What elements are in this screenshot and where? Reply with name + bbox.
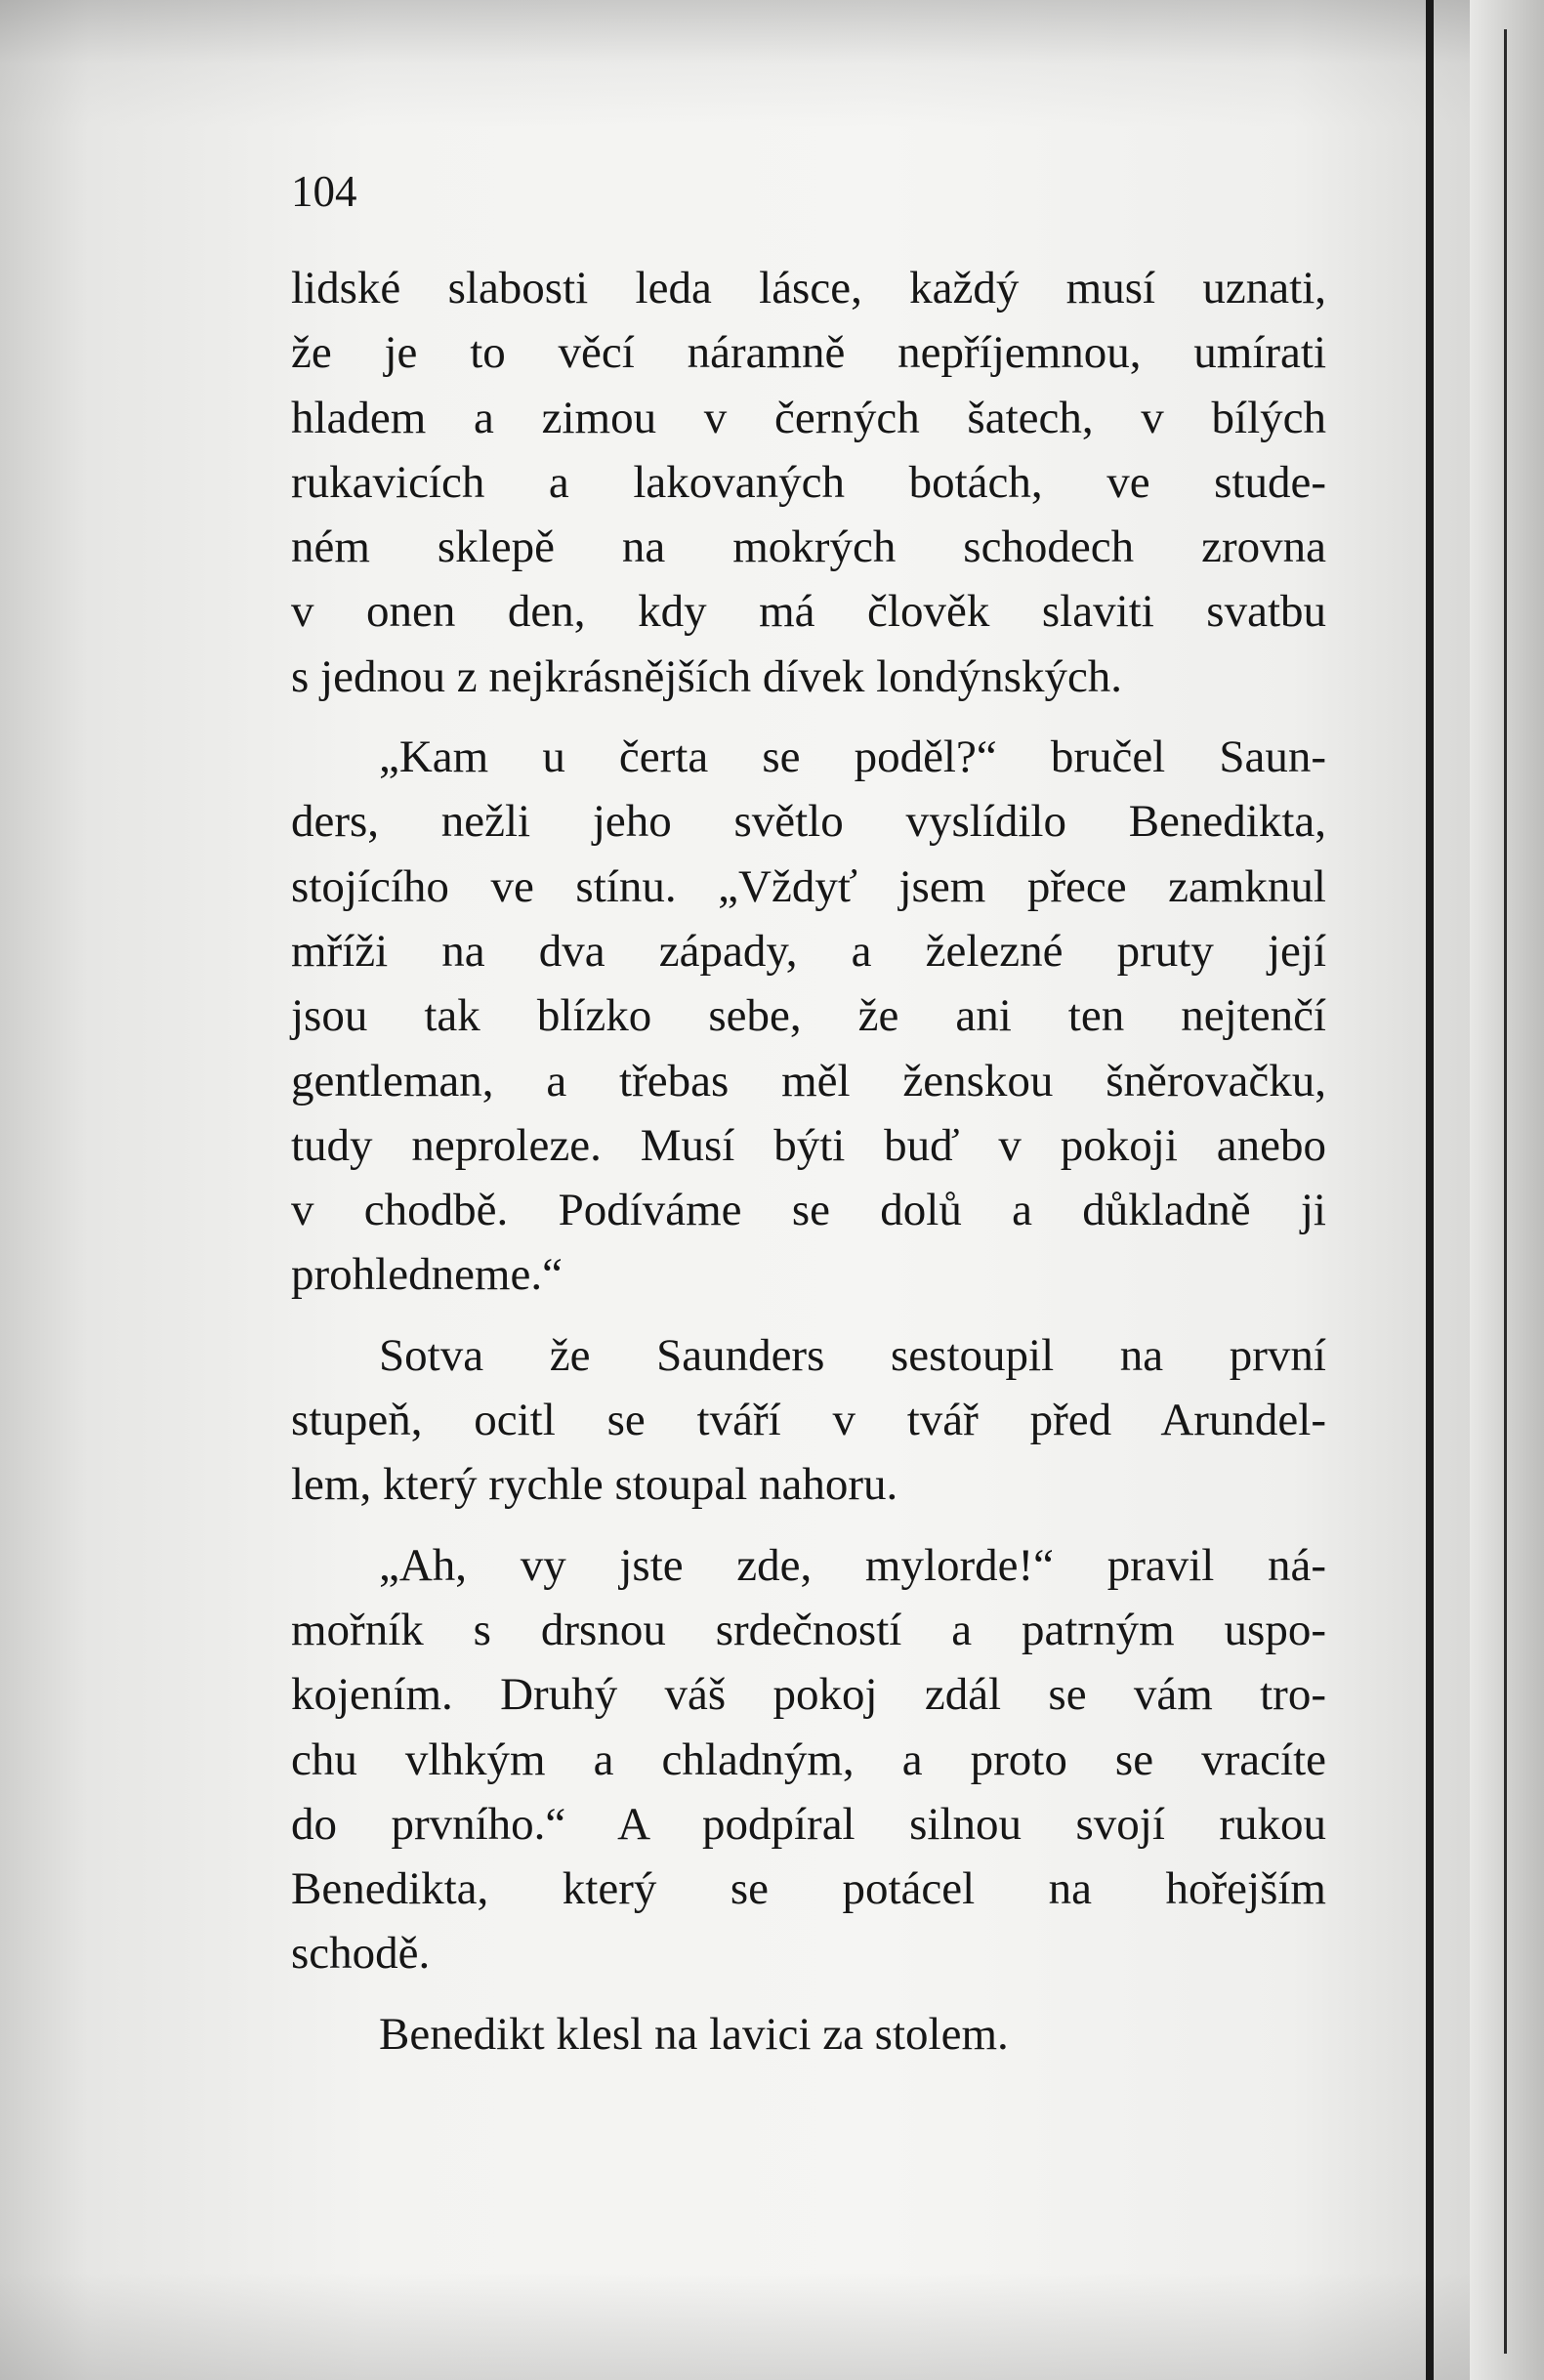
text-line: „Kam u čerta se poděl?“ bručel Saun- [379,731,1326,783]
binding-line [1504,29,1507,2354]
text-line: lem, který rychle stoupal nahoru. [291,1459,898,1511]
text-line: chu vlhkým a chladným, a proto se vracíte [291,1733,1326,1785]
paragraph-list [291,256,1326,2067]
text-line: ders, nežli jeho světlo vyslídilo Benedikta, [291,796,1326,848]
text-line: „Ah, vy jste zde, mylorde!“ pravil ná- [379,1539,1326,1591]
text-line: v chodbě. Podíváme se dolů a důkladně ji [291,1185,1326,1236]
paragraph [291,256,1326,709]
text-line: schodě. [291,1928,431,1980]
paragraph [291,2002,1326,2067]
text-line: ném sklepě na mokrých schodech zrovna [291,522,1326,573]
paragraph [291,725,1326,1308]
page-bottom-shadow [0,2273,1470,2380]
text-line: hladem a zimou v černých šatech, v bílých [291,392,1326,443]
text-line: s jednou z nejkrásnějších dívek londýnských. [291,650,1123,702]
text-line: stojícího ve stínu. „Vždyť jsem přece zamknul [291,860,1326,912]
text-line: gentleman, a třebas měl ženskou šněrovačku, [291,1055,1326,1106]
page-number: 104 [291,167,357,216]
text-line: stupeň, ocitl se tváří v tvář před Arundel- [291,1395,1326,1446]
text-line: Sotva že Saunders sestoupil na první [379,1329,1326,1381]
text-line: mříži na dva západy, a železné pruty její [291,925,1326,977]
paragraph [291,1533,1326,1986]
paragraph [291,1323,1326,1518]
text-line: tudy neproleze. Musí býti buď v pokoji anebo [291,1119,1326,1171]
text-line: do prvního.“ A podpíral silnou svojí rukou [291,1798,1326,1850]
text-line: Benedikta, který se potácel na hořejším [291,1863,1326,1915]
text-line: kojením. Druhý váš pokoj zdál se vám tro- [291,1669,1326,1721]
text-line: v onen den, kdy má člověk slaviti svatbu [291,586,1326,638]
facing-page-edge [1470,0,1544,2380]
page-body-text [291,256,1326,2082]
text-line: že je to věcí náramně nepříjemnou, umírati [291,327,1326,379]
text-line: prohledneme.“ [291,1249,563,1301]
text-line: mořník s drsnou srdečností a patrným uspo- [291,1604,1326,1655]
text-line: jsou tak blízko sebe, že ani ten nejtenčí [291,990,1326,1042]
page-top-shadow [0,0,1470,127]
text-line: rukavicích a lakovaných botách, ve stude- [291,456,1326,508]
page-gutter-edge [1426,0,1434,2380]
text-line: Benedikt klesl na lavici za stolem. [379,2008,1009,2060]
text-line: lidské slabosti leda lásce, každý musí uznati, [291,263,1326,313]
